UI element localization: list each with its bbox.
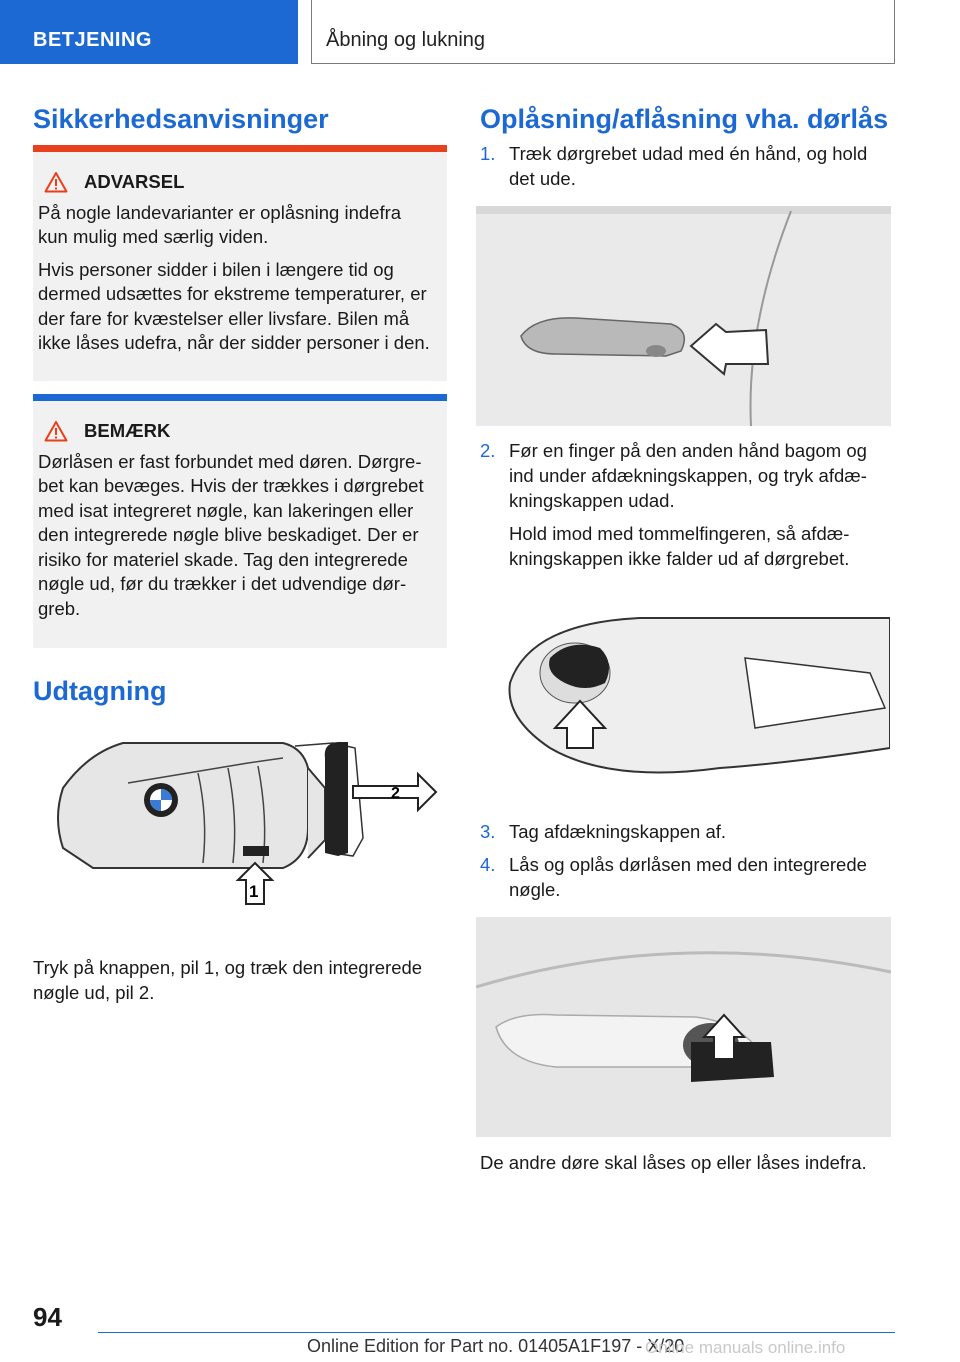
warning-bar	[33, 145, 447, 152]
step-text: Tag afdækningskappen af.	[509, 821, 727, 842]
heading-door-lock: Oplåsning/aflåsning vha. dørlås	[480, 104, 889, 134]
note-box	[33, 394, 447, 648]
step-3	[480, 819, 890, 852]
warning-text-1: På nogle landevarianter er oplåsning indefra kun mulig med særlig viden.	[38, 201, 402, 247]
step-text: Træk dørgrebet udad med én hånd, og hold det ude.	[509, 143, 868, 189]
step-text: Lås og oplås dørlåsen med den integrerede nøgle.	[509, 854, 867, 900]
step-1	[480, 141, 890, 199]
section-tab: BETJENING	[0, 0, 298, 64]
step-number: 3.	[480, 821, 496, 842]
step-number: 4.	[480, 854, 496, 875]
note-header	[38, 419, 435, 444]
page-number: 94	[33, 1302, 62, 1332]
step-4	[480, 852, 890, 910]
warning-label: ADVARSEL	[84, 171, 185, 192]
edition-text: Online Edition for Part no. 01405A1F197 - X/20	[307, 1336, 685, 1356]
step-number: 2.	[480, 440, 496, 461]
step-number: 1.	[480, 143, 496, 164]
watermark: Online manuals online.info	[645, 1338, 846, 1357]
note-bar	[33, 394, 447, 401]
warning-text-2: Hvis personer sidder i bilen i længere tid og dermed udsættes for ekstreme temperaturer, er der fare for kvæstelser eller livsfare. Bilen må ikke låses udefra, når der sidder personer i den.	[38, 258, 430, 353]
key-removal-illustration	[33, 728, 447, 923]
note-text: Dørlåsen er fast forbundet med døren. Dørgrebet kan bevæges. Hvis der trækkes i dørgrebet med isat integreret nøgle, kan lakeringen eller den integrerede nøgle blive beskadiget. Der er risiko for materiel skade. Tag den integrerede nøgle ud, før du trækker i det udvendige dørgreb.	[38, 450, 424, 619]
step-text: Før en finger på den anden hånd bagom og ind under afdækningskappen, og tryk afdækningskappen udad.	[509, 440, 867, 511]
caution-triangle-icon	[44, 420, 68, 442]
step-2	[480, 438, 890, 579]
removal-caption: Tryk på knappen, pil 1, og træk den integrerede nøgle ud, pil 2.	[33, 957, 423, 1003]
heading-removal: Udtagning	[33, 676, 167, 706]
warning-header	[38, 170, 435, 195]
step-subtext: Hold imod med tommelfingeren, så afdækningskappen ikke falder ud af dørgrebet.	[509, 523, 850, 569]
door-handle-photo	[476, 206, 891, 426]
cover-cap-illustration	[490, 598, 890, 788]
arrow-label-1: 1	[249, 882, 259, 901]
heading-safety: Sikkerhedsanvisninger	[33, 104, 329, 134]
chapter-title: Åbning og lukning	[311, 0, 895, 64]
footer-divider	[98, 1332, 895, 1333]
warning-triangle-icon	[44, 171, 68, 193]
key-in-lock-photo	[476, 917, 891, 1137]
other-doors-note: De andre døre skal låses op eller låses indefra.	[480, 1152, 867, 1173]
arrow-label-2: 2	[391, 785, 400, 802]
warning-box	[33, 145, 447, 381]
note-label: BEMÆRK	[84, 420, 171, 441]
